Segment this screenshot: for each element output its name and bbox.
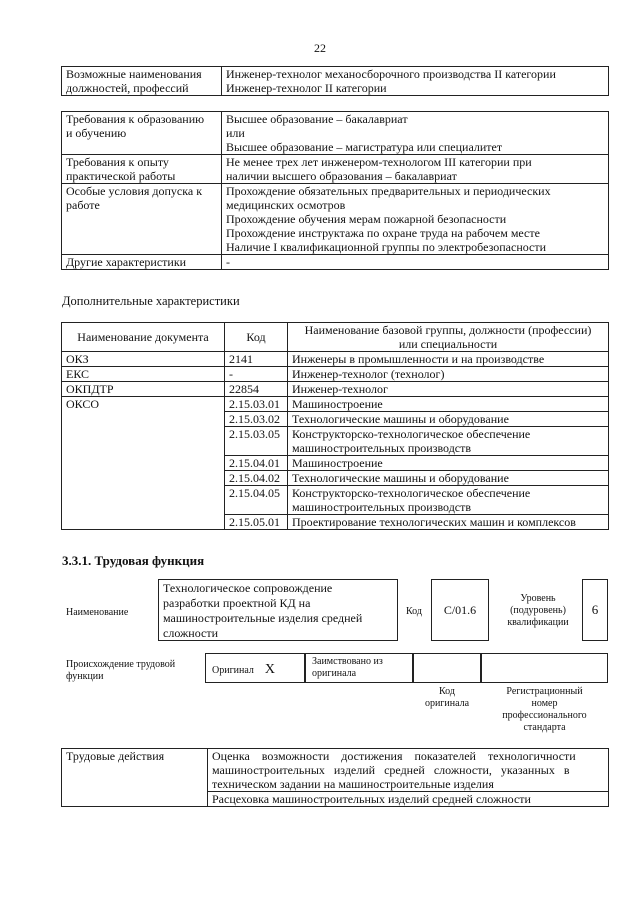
header-code: Код <box>225 323 288 352</box>
name-cell: Технологические машины и оборудование <box>288 412 609 427</box>
table-row <box>62 397 609 412</box>
table-row <box>62 67 609 96</box>
name-cell: Машиностроение <box>288 397 609 412</box>
function-name-label: Наименование <box>66 607 129 618</box>
name-cell: Конструкторско-технологическое обеспечение машиностроительных производств <box>288 427 609 456</box>
level-box <box>582 579 608 641</box>
code-cell: 2.15.04.05 <box>225 486 288 515</box>
function-name-box: Технологическое сопровождение разработки проектной КД на машиностроительные изделия средней сложности <box>158 579 398 641</box>
labour-action-item: Оценка возможности достижения показателей технологичности машиностроительных изделий средней сложности, указанных в техническом задании на машиностроительные изделия <box>208 749 609 792</box>
job-titles-values: Инженер-технолог механосборочного производства II категории Инженер-технолог II категории <box>222 67 609 96</box>
labour-action-item: Расцеховка машиностроительных изделий средней сложности <box>208 792 609 807</box>
page-number: 22 <box>314 41 326 55</box>
code-cell: 2141 <box>225 352 288 367</box>
code-cell: - <box>225 367 288 382</box>
name-cell: Машиностроение <box>288 456 609 471</box>
code-cell: 2.15.03.01 <box>225 397 288 412</box>
name-cell: Инженеры в промышленности и на производстве <box>288 352 609 367</box>
function-code-label: Код <box>406 606 422 617</box>
labour-actions-table <box>61 748 609 807</box>
original-box <box>205 653 305 683</box>
original-mark: X <box>264 662 276 677</box>
experience-values: Не менее трех лет инженером-технологом III категории при наличии высшего образования – бакалавриат <box>222 155 609 184</box>
doc-cell: ОКПДТР <box>62 382 225 397</box>
special-conditions-label: Особые условия допуска к работе <box>62 184 222 255</box>
name-cell: Технологические машины и оборудование <box>288 471 609 486</box>
header-document: Наименование документа <box>62 323 225 352</box>
origin-label: Происхождение трудовой функции <box>66 659 176 682</box>
function-heading: 3.3.1. Трудовая функция <box>62 553 205 568</box>
doc-cell-okso: ОКСО <box>62 397 225 530</box>
table-row <box>62 749 609 792</box>
code-cell: 2.15.03.02 <box>225 412 288 427</box>
additional-characteristics-table <box>61 322 609 530</box>
name-cell: Инженер-технолог (технолог) <box>288 367 609 382</box>
code-cell: 2.15.03.05 <box>225 427 288 456</box>
other-characteristics-label: Другие характеристики <box>62 255 222 270</box>
table-row <box>62 184 609 255</box>
table-row <box>62 255 609 270</box>
table-header-row <box>62 323 609 352</box>
function-code-value: C/01.6 <box>443 603 477 617</box>
registration-number-box <box>481 653 608 683</box>
code-cell: 2.15.04.01 <box>225 456 288 471</box>
doc-cell: ЕКС <box>62 367 225 382</box>
doc-cell: ОКЗ <box>62 352 225 367</box>
requirements-table <box>61 111 609 270</box>
original-label: Оригинал <box>212 665 254 676</box>
experience-label: Требования к опыту практической работы <box>62 155 222 184</box>
level-value: 6 <box>591 602 599 617</box>
name-cell: Инженер-технолог <box>288 382 609 397</box>
other-characteristics-values: - <box>222 255 609 270</box>
labour-actions-label: Трудовые действия <box>62 749 208 807</box>
registration-number-caption: Регистрационный номер профессионального стандарта <box>502 686 587 733</box>
table-row <box>62 352 609 367</box>
code-cell: 2.15.05.01 <box>225 515 288 530</box>
code-cell: 22854 <box>225 382 288 397</box>
table-row <box>62 112 609 155</box>
education-values: Высшее образование – бакалавриат или Высшее образование – магистратура или специалитет <box>222 112 609 155</box>
education-label: Требования к образованию и обучению <box>62 112 222 155</box>
borrowed-box: Заимствовано из оригинала <box>305 653 413 683</box>
function-code-box <box>431 579 489 641</box>
job-titles-table <box>61 66 609 96</box>
table-row <box>62 367 609 382</box>
original-code-box <box>413 653 481 683</box>
job-titles-label: Возможные наименования должностей, профессий <box>62 67 222 96</box>
level-label: Уровень (подуровень) квалификации <box>507 593 569 628</box>
table-row <box>62 382 609 397</box>
header-name: Наименование базовой группы, должности (профессии) или специальности <box>288 323 609 352</box>
additional-characteristics-title: Дополнительные характеристики <box>62 294 240 308</box>
table-row <box>62 155 609 184</box>
name-cell: Проектирование технологических машин и комплексов <box>288 515 609 530</box>
code-cell: 2.15.04.02 <box>225 471 288 486</box>
special-conditions-values: Прохождение обязательных предварительных и периодических медицинских осмотров Прохождение обучения мерам пожарной безопасности Прохождение инструктажа по охране труда на рабочем месте Наличие I квалификационной группы по электробезопасности <box>222 184 609 255</box>
name-cell: Конструкторско-технологическое обеспечение машиностроительных производств <box>288 486 609 515</box>
original-code-caption: Код оригинала <box>424 686 470 709</box>
